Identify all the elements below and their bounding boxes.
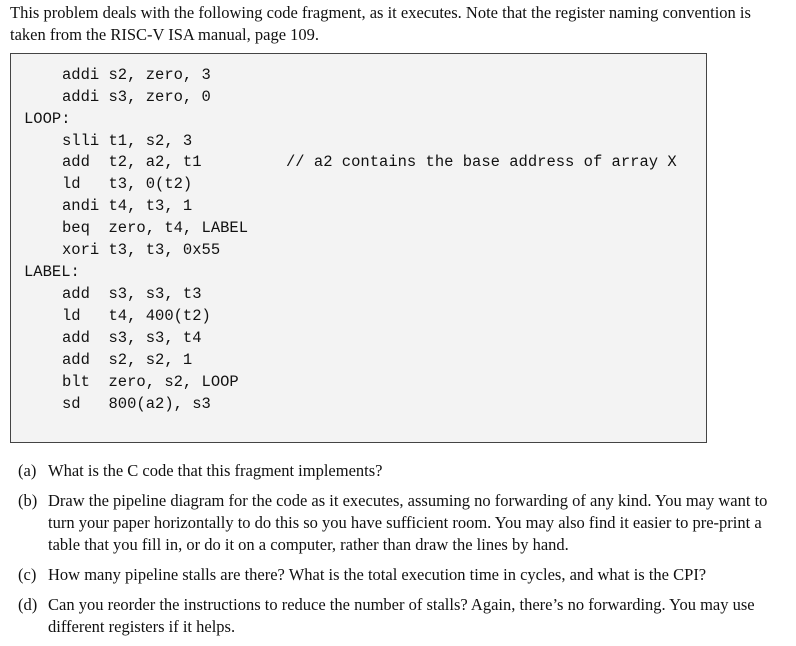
code-line: ld t4, 400(t2) [62,307,211,325]
code-line: addi s3, zero, 0 [62,88,211,106]
code-line: add s3, s3, t3 [62,285,202,303]
code-label: LABEL: [24,263,80,281]
code-line: add s2, s2, 1 [62,351,193,369]
question-text: How many pipeline stalls are there? What is the total execution time in cycles, and what is the CPI? [48,565,707,584]
code-line: sd 800(a2), s3 [62,395,211,413]
question-item [18,594,786,638]
code-block [10,53,707,443]
question-list [18,460,786,646]
code-line: beq zero, t4, LABEL [62,219,249,237]
question-item [18,564,786,586]
code-line: blt zero, s2, LOOP [62,373,239,391]
problem-intro: This problem deals with the following code fragment, as it executes. Note that the register naming convention is taken from the RISC-V ISA manual, page 109. [10,3,751,44]
code-line: add s3, s3, t4 [62,329,202,347]
code-line: slli t1, s2, 3 [62,132,193,150]
code-line: andi t4, t3, 1 [62,197,193,215]
question-text: Can you reorder the instructions to reduce the number of stalls? Again, there’s no forwarding. You may use different registers if it helps. [48,595,755,636]
code-line: xori t3, t3, 0x55 [62,241,221,259]
question-item [18,490,786,556]
question-letter: (b) [18,491,38,510]
question-item [18,460,786,482]
question-letter: (a) [18,461,37,480]
code-line: add t2, a2, t1 [62,153,202,171]
question-text: What is the C code that this fragment implements? [48,461,383,480]
question-letter: (d) [18,595,38,614]
code-label: LOOP: [24,110,71,128]
question-text: Draw the pipeline diagram for the code as it executes, assuming no forwarding of any kind. You may want to turn your paper horizontally to do this so you have sufficient room. You may also find it easier to pre-print a table that you fill in, or do it on a computer, rather than draw the lines by hand. [48,491,768,554]
code-line: addi s2, zero, 3 [62,66,211,84]
question-letter: (c) [18,565,37,584]
code-line: ld t3, 0(t2) [62,175,193,193]
code-comment: // a2 contains the base address of array X [286,153,677,171]
